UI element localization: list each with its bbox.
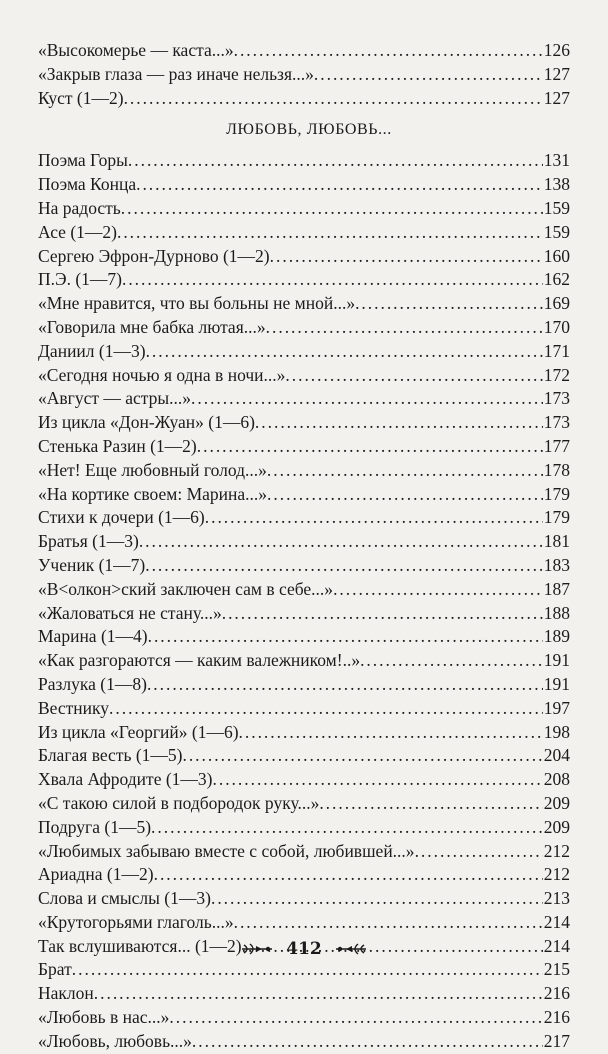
- toc-dot-leader: [234, 39, 543, 63]
- toc-dot-leader: [151, 816, 543, 840]
- toc-entry-page: 181: [543, 531, 570, 552]
- toc-entry-title: Благая весть (1—5): [38, 745, 183, 766]
- toc-entry-title: Ученик (1—7): [38, 554, 146, 575]
- toc-dot-leader: [147, 673, 543, 697]
- toc-entry-title: Подруга (1—5): [38, 816, 152, 837]
- toc-entry-title: Брат: [38, 959, 72, 980]
- toc-entry-page: 179: [543, 507, 570, 528]
- toc-entry: [38, 87, 570, 111]
- toc-entry: [38, 173, 570, 197]
- toc-dot-leader: [270, 245, 543, 269]
- toc-entry-title: «Жаловаться не стану...»: [38, 602, 222, 623]
- toc-entry-title: П.Э. (1—7): [38, 269, 122, 290]
- toc-entry: [38, 697, 570, 721]
- toc-entry-page: 127: [543, 63, 570, 84]
- toc-entry-page: 209: [543, 816, 570, 837]
- fleuron-icon: [240, 942, 274, 956]
- toc-entry-page: 173: [543, 388, 570, 409]
- toc-dot-leader: [182, 744, 542, 768]
- toc-entry-title: «Август — астры...»: [38, 388, 192, 409]
- toc-dot-leader: [124, 87, 543, 111]
- toc-entry-title: «С такою силой в подбородок руку...»: [38, 792, 320, 813]
- toc-entry-page: 183: [543, 554, 570, 575]
- toc-entry-page: 160: [543, 245, 570, 266]
- toc-entry: [38, 602, 570, 626]
- toc-entry: [38, 530, 570, 554]
- toc-entry-page: 177: [543, 435, 570, 456]
- toc-entry-title: Куст (1—2): [38, 87, 124, 108]
- toc-dot-leader: [94, 982, 543, 1006]
- toc-entry-title: «В<олкон>ский заключен сам в себе...»: [38, 578, 334, 599]
- toc-entry: [38, 1006, 570, 1030]
- toc-entry-title: «Любовь, любовь...»: [38, 1030, 192, 1051]
- toc-entry-title: Даниил (1—3): [38, 340, 146, 361]
- toc-entry-page: 216: [543, 983, 570, 1004]
- toc-entry: [38, 483, 570, 507]
- toc-entry-title: «Как разгораются — каким валежником!..»: [38, 650, 361, 671]
- toc-entry-page: 198: [543, 721, 570, 742]
- toc-dot-leader: [121, 197, 543, 221]
- section-heading: ЛЮБОВЬ, ЛЮБОВЬ...: [226, 121, 392, 139]
- toc-entry-title: Стенька Разин (1—2): [38, 435, 197, 456]
- toc-entry: [38, 673, 570, 697]
- toc-entry-title: «Крутогорьями глаголь...»: [38, 911, 234, 932]
- toc-dot-leader: [192, 1030, 543, 1054]
- toc-entry-page: 212: [543, 864, 570, 885]
- toc-dot-leader: [205, 506, 543, 530]
- toc-entry: [38, 721, 570, 745]
- toc-entry: [38, 792, 570, 816]
- toc-entry-page: 169: [543, 293, 570, 314]
- toc-entry: [38, 387, 570, 411]
- toc-dot-leader: [146, 340, 543, 364]
- toc-entry-page: 209: [543, 792, 570, 813]
- toc-dot-leader: [319, 792, 542, 816]
- toc-entry-page: 127: [543, 87, 570, 108]
- toc-dot-leader: [255, 411, 543, 435]
- toc-entry-title: «Закрыв глаза — раз иначе нельзя...»: [38, 63, 314, 84]
- toc-dot-leader: [285, 364, 542, 388]
- toc-entry-title: Слова и смыслы (1—3): [38, 888, 211, 909]
- toc-dot-leader: [145, 554, 543, 578]
- toc-dot-leader: [267, 483, 543, 507]
- toc-list: [38, 149, 570, 1053]
- toc-entry: [38, 554, 570, 578]
- toc-entry: [38, 982, 570, 1006]
- toc-entry: [38, 63, 570, 87]
- toc-entry-title: Разлука (1—8): [38, 673, 147, 694]
- toc-entry-title: Марина (1—4): [38, 626, 148, 647]
- toc-dot-leader: [333, 578, 543, 602]
- toc-entry: [38, 887, 570, 911]
- toc-entry: [38, 268, 570, 292]
- toc-entry-title: Наклон: [38, 983, 94, 1004]
- toc-entry-title: «Любимых забываю вместе с собой, любившей...»: [38, 840, 415, 861]
- toc-dot-leader: [222, 602, 543, 626]
- toc-entry: [38, 863, 570, 887]
- toc-dot-leader: [117, 221, 543, 245]
- toc-entry-title: На радость: [38, 197, 121, 218]
- toc-entry-page: 216: [543, 1007, 570, 1028]
- toc-entry-title: Асе (1—2): [38, 221, 117, 242]
- toc-entry-title: Сергею Эфрон-Дурново (1—2): [38, 245, 270, 266]
- toc-entry: [38, 911, 570, 935]
- toc-entry: [38, 245, 570, 269]
- toc-entry-page: 204: [543, 745, 570, 766]
- toc-entry-page: 126: [543, 40, 570, 60]
- toc-entry: [38, 1030, 570, 1054]
- toc-entry: [38, 649, 570, 673]
- toc-entry: [38, 625, 570, 649]
- toc-entry-page: 212: [543, 840, 570, 861]
- toc-entry: [38, 197, 570, 221]
- toc-dot-leader: [154, 863, 543, 887]
- toc-entry-title: Стихи к дочери (1—6): [38, 507, 205, 528]
- toc-entry: [38, 411, 570, 435]
- toc-entry: [38, 816, 570, 840]
- toc-dot-leader: [128, 149, 543, 173]
- toc-entry: [38, 292, 570, 316]
- toc-entry: [38, 506, 570, 530]
- toc-entry-page: 189: [543, 626, 570, 647]
- toc-entry-title: Из цикла «Георгий» (1—6): [38, 721, 239, 742]
- toc-entry-page: 213: [543, 888, 570, 909]
- toc-entry-title: Поэма Конца: [38, 174, 137, 195]
- toc-entry-page: 131: [543, 150, 570, 171]
- toc-dot-leader: [197, 435, 543, 459]
- toc-entry: [38, 435, 570, 459]
- toc-entry: [38, 340, 570, 364]
- toc-dot-leader: [213, 768, 543, 792]
- toc-dot-leader: [415, 840, 543, 864]
- toc-dot-leader: [355, 292, 543, 316]
- toc-entry-title: Братья (1—3): [38, 531, 139, 552]
- toc-dot-leader: [314, 63, 543, 87]
- toc-entry: [38, 578, 570, 602]
- toc-entry-title: Из цикла «Дон-Жуан» (1—6): [38, 412, 255, 433]
- toc-entry-page: 159: [543, 197, 570, 218]
- toc-entry-title: «Говорила мне бабка лютая...»: [38, 316, 266, 337]
- toc-entry-page: 162: [543, 269, 570, 290]
- toc-entry-title: «Сегодня ночью я одна в ночи...»: [38, 364, 286, 385]
- toc-entry-page: 138: [543, 174, 570, 195]
- toc-entry-page: 170: [543, 316, 570, 337]
- toc-dot-leader: [122, 268, 543, 292]
- toc-entry-page: 187: [543, 578, 570, 599]
- toc-dot-leader: [191, 387, 543, 411]
- toc-entry-title: Так вслушиваются... (1—2): [38, 935, 242, 956]
- toc-entry-title: «На кортике своем: Марина...»: [38, 483, 268, 504]
- table-of-contents: [38, 39, 570, 1054]
- toc-entry: [38, 39, 570, 63]
- toc-entry: [38, 768, 570, 792]
- toc-entry-page: 217: [543, 1030, 570, 1051]
- toc-entry-title: Хвала Афродите (1—3): [38, 769, 213, 790]
- toc-entry-page: 179: [543, 483, 570, 504]
- toc-entry-title: «Нет! Еще любовный голод...»: [38, 459, 267, 480]
- toc-entry-title: Ариадна (1—2): [38, 864, 154, 885]
- toc-entry-page: 159: [543, 221, 570, 242]
- toc-entry-page: 208: [543, 769, 570, 790]
- toc-dot-leader: [139, 530, 543, 554]
- toc-entry-page: 197: [543, 697, 570, 718]
- toc-dot-leader: [169, 1006, 542, 1030]
- toc-entry: [38, 149, 570, 173]
- toc-entry-page: 191: [543, 650, 570, 671]
- toc-entry-page: 214: [543, 935, 570, 956]
- toc-entry: [38, 958, 570, 982]
- toc-entry-page: 214: [543, 911, 570, 932]
- toc-dot-leader: [211, 887, 543, 911]
- toc-entry-page: 191: [543, 673, 570, 694]
- page-footer: [0, 938, 608, 959]
- toc-dot-leader: [267, 459, 543, 483]
- toc-entry-title: «Мне нравится, что вы больны не мной...»: [38, 293, 356, 314]
- toc-entry-title: «Любовь в нас...»: [38, 1007, 170, 1028]
- toc-entry-page: 215: [543, 959, 570, 980]
- toc-entry-page: 188: [543, 602, 570, 623]
- toc-entry-page: 178: [543, 459, 570, 480]
- toc-list-before: [38, 39, 570, 110]
- toc-dot-leader: [109, 697, 543, 721]
- toc-entry-page: 173: [543, 412, 570, 433]
- toc-entry-title: Вестнику: [38, 697, 110, 718]
- toc-dot-leader: [266, 316, 543, 340]
- page-number: 412: [286, 938, 322, 959]
- toc-entry-title: «Высокомерье — каста...»: [38, 40, 234, 60]
- toc-dot-leader: [234, 911, 543, 935]
- toc-entry-page: 171: [543, 340, 570, 361]
- toc-dot-leader: [136, 173, 543, 197]
- toc-dot-leader: [360, 649, 543, 673]
- toc-entry: [38, 744, 570, 768]
- toc-entry: [38, 316, 570, 340]
- toc-entry: [38, 221, 570, 245]
- toc-entry: [38, 840, 570, 864]
- toc-entry-page: 172: [543, 364, 570, 385]
- toc-entry-title: Поэма Горы: [38, 150, 128, 171]
- toc-dot-leader: [239, 721, 543, 745]
- toc-dot-leader: [72, 958, 543, 982]
- toc-dot-leader: [148, 625, 543, 649]
- toc-entry: [38, 459, 570, 483]
- toc-entry: [38, 364, 570, 388]
- fleuron-icon: [334, 942, 368, 956]
